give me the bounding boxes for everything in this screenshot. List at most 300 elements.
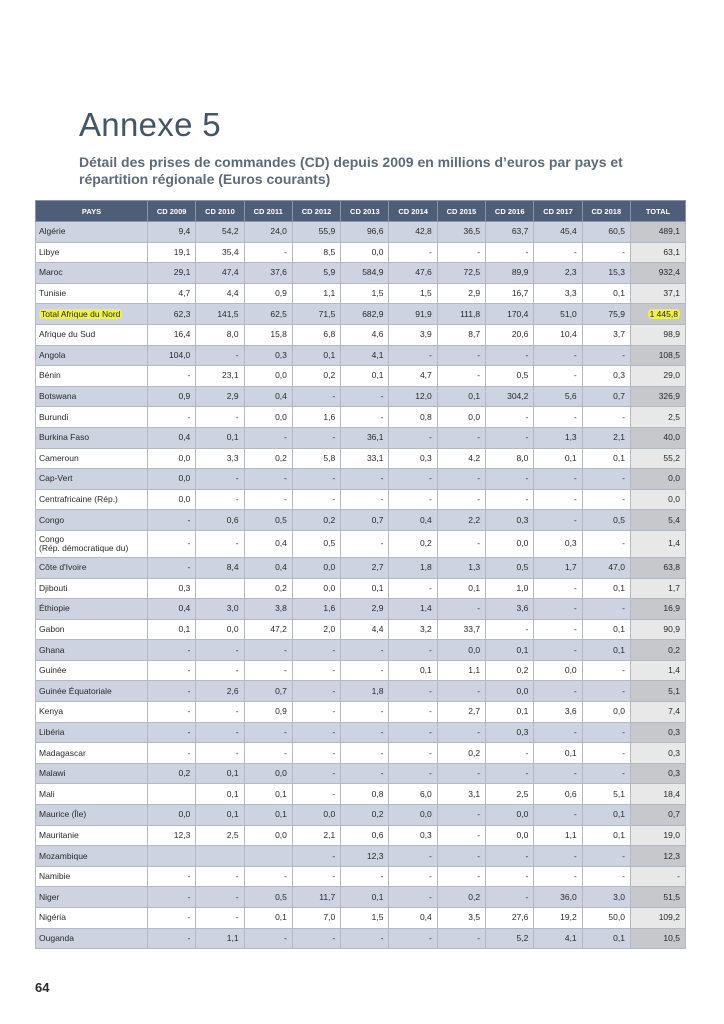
value-cell (292, 722, 340, 743)
value-cell (341, 722, 389, 743)
cell-value: 4,1 (371, 349, 384, 360)
value-cell (486, 489, 534, 510)
cell-value: 3,8 (275, 603, 287, 614)
country-label: Congo (39, 514, 65, 525)
value-cell (582, 263, 630, 284)
value-cell (486, 448, 534, 469)
country-label: Guinée (39, 665, 67, 676)
cell-value: - (525, 891, 529, 902)
value-cell (534, 324, 582, 345)
cell-value: 0,2 (323, 370, 336, 381)
cell-value: 0,2 (516, 665, 529, 676)
total-cell (630, 866, 685, 887)
value-cell (341, 784, 389, 805)
cell-value: 3,9 (419, 329, 432, 340)
cell-value: - (622, 726, 625, 737)
value-cell (486, 407, 534, 428)
value-cell (582, 427, 630, 448)
value-cell (389, 427, 437, 448)
value-cell (486, 283, 534, 304)
cell-value: - (332, 747, 336, 758)
value-cell (486, 846, 534, 867)
value-cell (292, 846, 340, 867)
value-cell (244, 743, 292, 764)
cell-value: - (428, 747, 432, 758)
value-cell (486, 427, 534, 448)
value-cell (582, 283, 630, 304)
cell-value: 0,1 (468, 582, 481, 593)
page-subtitle: Détail des prises de commandes (CD) depuis 2009 en millions d’euros par pays et répartition régionale (Euros courants) (79, 154, 623, 187)
cell-value: 4,4 (371, 623, 384, 634)
value-cell (389, 743, 437, 764)
cell-value: - (187, 747, 191, 758)
value-cell (341, 702, 389, 723)
cell-value: - (477, 473, 481, 484)
column-header-year: CD 2012 (292, 201, 340, 222)
total-cell (630, 242, 685, 263)
value-cell (148, 578, 196, 599)
cell-value: - (622, 871, 625, 882)
value-cell (582, 489, 630, 510)
cell-value: - (332, 494, 336, 505)
cell-value: - (428, 871, 432, 882)
cell-value: 0,7 (275, 685, 287, 696)
cell-value: - (380, 768, 384, 779)
value-cell (389, 887, 437, 908)
country-label: Burundi (39, 411, 69, 422)
value-cell (292, 702, 340, 723)
cell-value: 170,4 (507, 308, 529, 319)
cell-value: 3,1 (468, 788, 481, 799)
value-cell (437, 825, 485, 846)
column-header-year: CD 2010 (196, 201, 244, 222)
country-label: Mauritanie (39, 829, 79, 840)
cell-value: - (477, 432, 481, 443)
cell-value: - (622, 665, 625, 676)
value-cell (486, 557, 534, 578)
value-cell (437, 510, 485, 531)
value-cell (148, 660, 196, 681)
value-cell (292, 222, 340, 243)
cell-value: 29,0 (663, 370, 680, 381)
value-cell (196, 557, 244, 578)
value-cell (437, 743, 485, 764)
cell-value: 2,3 (564, 267, 577, 278)
table-row (36, 530, 686, 557)
value-cell (341, 866, 389, 887)
cell-value: 72,5 (463, 267, 481, 278)
value-cell (341, 448, 389, 469)
value-cell (292, 908, 340, 929)
table-row (36, 908, 686, 929)
value-cell (389, 222, 437, 243)
cell-value: - (235, 726, 239, 737)
value-cell (196, 681, 244, 702)
cell-value: - (573, 685, 577, 696)
value-cell (341, 510, 389, 531)
value-cell (341, 345, 389, 366)
value-cell (148, 386, 196, 407)
cell-value: - (332, 391, 336, 402)
country-cell (36, 908, 148, 929)
value-cell (389, 557, 437, 578)
value-cell (148, 805, 196, 826)
table-row (36, 660, 686, 681)
value-cell (437, 784, 485, 805)
value-cell (486, 908, 534, 929)
cell-value: 0,2 (468, 747, 481, 758)
cell-value: 3,6 (564, 706, 577, 717)
cell-value: 0,3 (516, 726, 529, 737)
cell-value: - (380, 726, 384, 737)
cell-value: 7,0 (323, 912, 336, 923)
value-cell (244, 681, 292, 702)
cell-value: - (187, 562, 191, 573)
cell-value: 1,6 (323, 603, 336, 614)
value-cell (148, 407, 196, 428)
value-cell (486, 304, 534, 325)
cell-value: - (235, 891, 239, 902)
table-row (36, 702, 686, 723)
cell-value: - (332, 665, 336, 676)
cell-value: - (235, 494, 239, 505)
cell-value: 63,8 (663, 562, 680, 573)
cell-value: 0,4 (275, 391, 287, 402)
total-cell (630, 928, 685, 949)
cell-value: - (573, 514, 577, 525)
cell-value: 2,5 (516, 788, 529, 799)
value-cell (292, 660, 340, 681)
table-row (36, 242, 686, 263)
cell-value: - (428, 685, 432, 696)
column-header-year: CD 2018 (582, 201, 630, 222)
value-cell (582, 407, 630, 428)
total-cell (630, 407, 685, 428)
value-cell (437, 681, 485, 702)
cell-value: - (235, 871, 239, 882)
value-cell (292, 928, 340, 949)
cell-value: 584,9 (362, 267, 384, 278)
table-row (36, 681, 686, 702)
cell-value: 0,5 (613, 514, 625, 525)
value-cell (534, 866, 582, 887)
cell-value: - (380, 706, 384, 717)
cell-value: - (477, 370, 481, 381)
cell-value: - (573, 871, 577, 882)
cell-value: 0,5 (516, 370, 529, 381)
table-row (36, 427, 686, 448)
value-cell (196, 530, 244, 557)
cell-value: - (332, 871, 336, 882)
value-cell (292, 619, 340, 640)
value-cell (148, 242, 196, 263)
value-cell (582, 448, 630, 469)
value-cell (534, 887, 582, 908)
value-cell (341, 640, 389, 661)
page-title: Annexe 5 (79, 106, 221, 143)
value-cell (437, 722, 485, 743)
value-cell (148, 743, 196, 764)
value-cell (341, 366, 389, 387)
value-cell (196, 866, 244, 887)
cell-value: 7,4 (668, 706, 680, 717)
value-cell (486, 530, 534, 557)
country-label: Bénin (39, 370, 61, 381)
table-row (36, 763, 686, 784)
cell-value: 0,6 (371, 829, 384, 840)
value-cell (341, 427, 389, 448)
value-cell (582, 928, 630, 949)
cell-value: - (477, 494, 481, 505)
cell-value: 0,0 (564, 665, 577, 676)
cell-value: 0,0 (516, 685, 529, 696)
cell-value: 0,4 (178, 603, 191, 614)
cell-value: 0,1 (275, 788, 287, 799)
value-cell (534, 222, 582, 243)
cell-value: - (622, 473, 625, 484)
value-cell (582, 743, 630, 764)
cell-value: 27,6 (511, 912, 529, 923)
cell-value: 0,4 (419, 514, 432, 525)
cell-value: 2,2 (468, 514, 481, 525)
cell-value: 8,5 (323, 246, 336, 257)
country-cell (36, 784, 148, 805)
value-cell (196, 619, 244, 640)
cell-value: - (284, 747, 287, 758)
cell-value: 0,0 (275, 768, 287, 779)
country-label: Cameroun (39, 452, 79, 463)
value-cell (196, 427, 244, 448)
cell-value: 2,7 (371, 562, 384, 573)
cell-value: 0,0 (468, 644, 481, 655)
value-cell (244, 640, 292, 661)
value-cell (582, 763, 630, 784)
value-cell (196, 928, 244, 949)
value-cell (389, 242, 437, 263)
value-cell (292, 469, 340, 490)
value-cell (196, 578, 244, 599)
cell-value: 1,6 (323, 411, 336, 422)
value-cell (292, 763, 340, 784)
country-label: Niger (39, 891, 60, 902)
cell-value: 0,1 (613, 644, 625, 655)
value-cell (244, 345, 292, 366)
value-cell (534, 599, 582, 620)
value-cell (437, 763, 485, 784)
cell-value: 1,4 (668, 538, 680, 549)
cell-value: - (380, 538, 384, 549)
value-cell (244, 510, 292, 531)
cell-value: - (477, 685, 481, 696)
value-cell (534, 619, 582, 640)
cell-value: - (477, 829, 481, 840)
value-cell (437, 242, 485, 263)
cell-value: - (525, 623, 529, 634)
total-cell (630, 908, 685, 929)
value-cell (534, 345, 582, 366)
cell-value: - (332, 726, 336, 737)
cell-value: - (284, 432, 287, 443)
cell-value: - (428, 768, 432, 779)
cell-value: - (428, 891, 432, 902)
value-cell (534, 489, 582, 510)
country-label: Namibie (39, 871, 71, 882)
country-cell (36, 510, 148, 531)
total-cell (630, 469, 685, 490)
value-cell (196, 805, 244, 826)
cell-value: 932,4 (658, 267, 680, 278)
value-cell (341, 660, 389, 681)
country-cell (36, 722, 148, 743)
country-cell (36, 304, 148, 325)
value-cell (534, 304, 582, 325)
cell-value: 19,2 (560, 912, 577, 923)
value-cell (196, 599, 244, 620)
table-row (36, 469, 686, 490)
value-cell (486, 640, 534, 661)
cell-value: 0,0 (275, 411, 287, 422)
value-cell (196, 825, 244, 846)
cell-value: - (622, 747, 625, 758)
cell-value: 0,0 (323, 809, 336, 820)
value-cell (292, 386, 340, 407)
value-cell (244, 908, 292, 929)
country-label: Algérie (39, 226, 66, 237)
value-cell (534, 242, 582, 263)
value-cell (196, 489, 244, 510)
value-cell (292, 805, 340, 826)
value-cell (437, 489, 485, 510)
cell-value: - (477, 726, 481, 737)
cell-value: 45,4 (560, 226, 577, 237)
column-header-year: CD 2017 (534, 201, 582, 222)
value-cell (389, 928, 437, 949)
country-cell (36, 578, 148, 599)
value-cell (582, 510, 630, 531)
cell-value: 0,0 (178, 494, 191, 505)
total-cell (630, 324, 685, 345)
cell-value: 3,7 (613, 329, 625, 340)
value-cell (389, 366, 437, 387)
total-cell (630, 763, 685, 784)
cell-value: 0,3 (516, 514, 529, 525)
cell-value: 0,1 (613, 829, 625, 840)
cell-value: 3,0 (226, 603, 239, 614)
country-cell (36, 866, 148, 887)
cell-value: 4,1 (564, 932, 577, 943)
value-cell (389, 345, 437, 366)
cell-value: - (235, 411, 239, 422)
cell-value: 3,0 (613, 891, 625, 902)
cell-value: - (525, 871, 529, 882)
value-cell (437, 908, 485, 929)
value-cell (148, 619, 196, 640)
value-cell (196, 345, 244, 366)
cell-value: - (622, 349, 625, 360)
value-cell (292, 887, 340, 908)
country-cell (36, 763, 148, 784)
country-cell (36, 681, 148, 702)
cell-value: 0,0 (371, 246, 384, 257)
cell-value: 1,5 (371, 912, 384, 923)
total-cell (630, 887, 685, 908)
value-cell (341, 887, 389, 908)
value-cell (148, 469, 196, 490)
value-cell (196, 469, 244, 490)
value-cell (582, 557, 630, 578)
cell-value: 63,7 (511, 226, 529, 237)
value-cell (534, 448, 582, 469)
value-cell (292, 640, 340, 661)
orders-table (35, 200, 686, 949)
country-label: Centrafricaine (Rép.) (39, 494, 118, 505)
total-cell (630, 599, 685, 620)
country-label: Maroc (39, 267, 63, 278)
cell-value: - (428, 432, 432, 443)
value-cell (148, 530, 196, 557)
cell-value: - (380, 871, 384, 882)
value-cell (244, 846, 292, 867)
cell-value: - (380, 391, 384, 402)
value-cell (341, 846, 389, 867)
value-cell (341, 263, 389, 284)
value-cell (148, 908, 196, 929)
value-cell (341, 469, 389, 490)
value-cell (244, 530, 292, 557)
total-cell (630, 805, 685, 826)
cell-value: 51,0 (560, 308, 577, 319)
cell-value: - (573, 582, 577, 593)
cell-value: - (187, 912, 191, 923)
cell-value: - (284, 871, 287, 882)
cell-value: 4,7 (178, 288, 191, 299)
total-cell (630, 427, 685, 448)
value-cell (486, 469, 534, 490)
value-cell (244, 928, 292, 949)
value-cell (437, 469, 485, 490)
cell-value: 0,1 (275, 912, 287, 923)
value-cell (486, 784, 534, 805)
table-row (36, 784, 686, 805)
cell-value: 5,2 (516, 932, 529, 943)
value-cell (534, 469, 582, 490)
cell-value: 5,9 (323, 267, 336, 278)
cell-value: - (187, 514, 191, 525)
cell-value: 0,0 (468, 411, 481, 422)
cell-value: - (284, 644, 287, 655)
value-cell (292, 510, 340, 531)
cell-value: - (525, 473, 529, 484)
value-cell (582, 242, 630, 263)
cell-value: - (573, 494, 577, 505)
value-cell (534, 784, 582, 805)
value-cell (292, 324, 340, 345)
value-cell (244, 366, 292, 387)
total-cell (630, 386, 685, 407)
cell-value: 0,1 (226, 809, 239, 820)
table-row (36, 263, 686, 284)
cell-value: - (187, 685, 191, 696)
value-cell (341, 578, 389, 599)
value-cell (196, 887, 244, 908)
cell-value: - (573, 644, 577, 655)
total-cell (630, 660, 685, 681)
cell-value: 109,2 (658, 912, 680, 923)
total-cell (630, 530, 685, 557)
value-cell (389, 784, 437, 805)
table-header-row (36, 201, 686, 222)
value-cell (341, 908, 389, 929)
